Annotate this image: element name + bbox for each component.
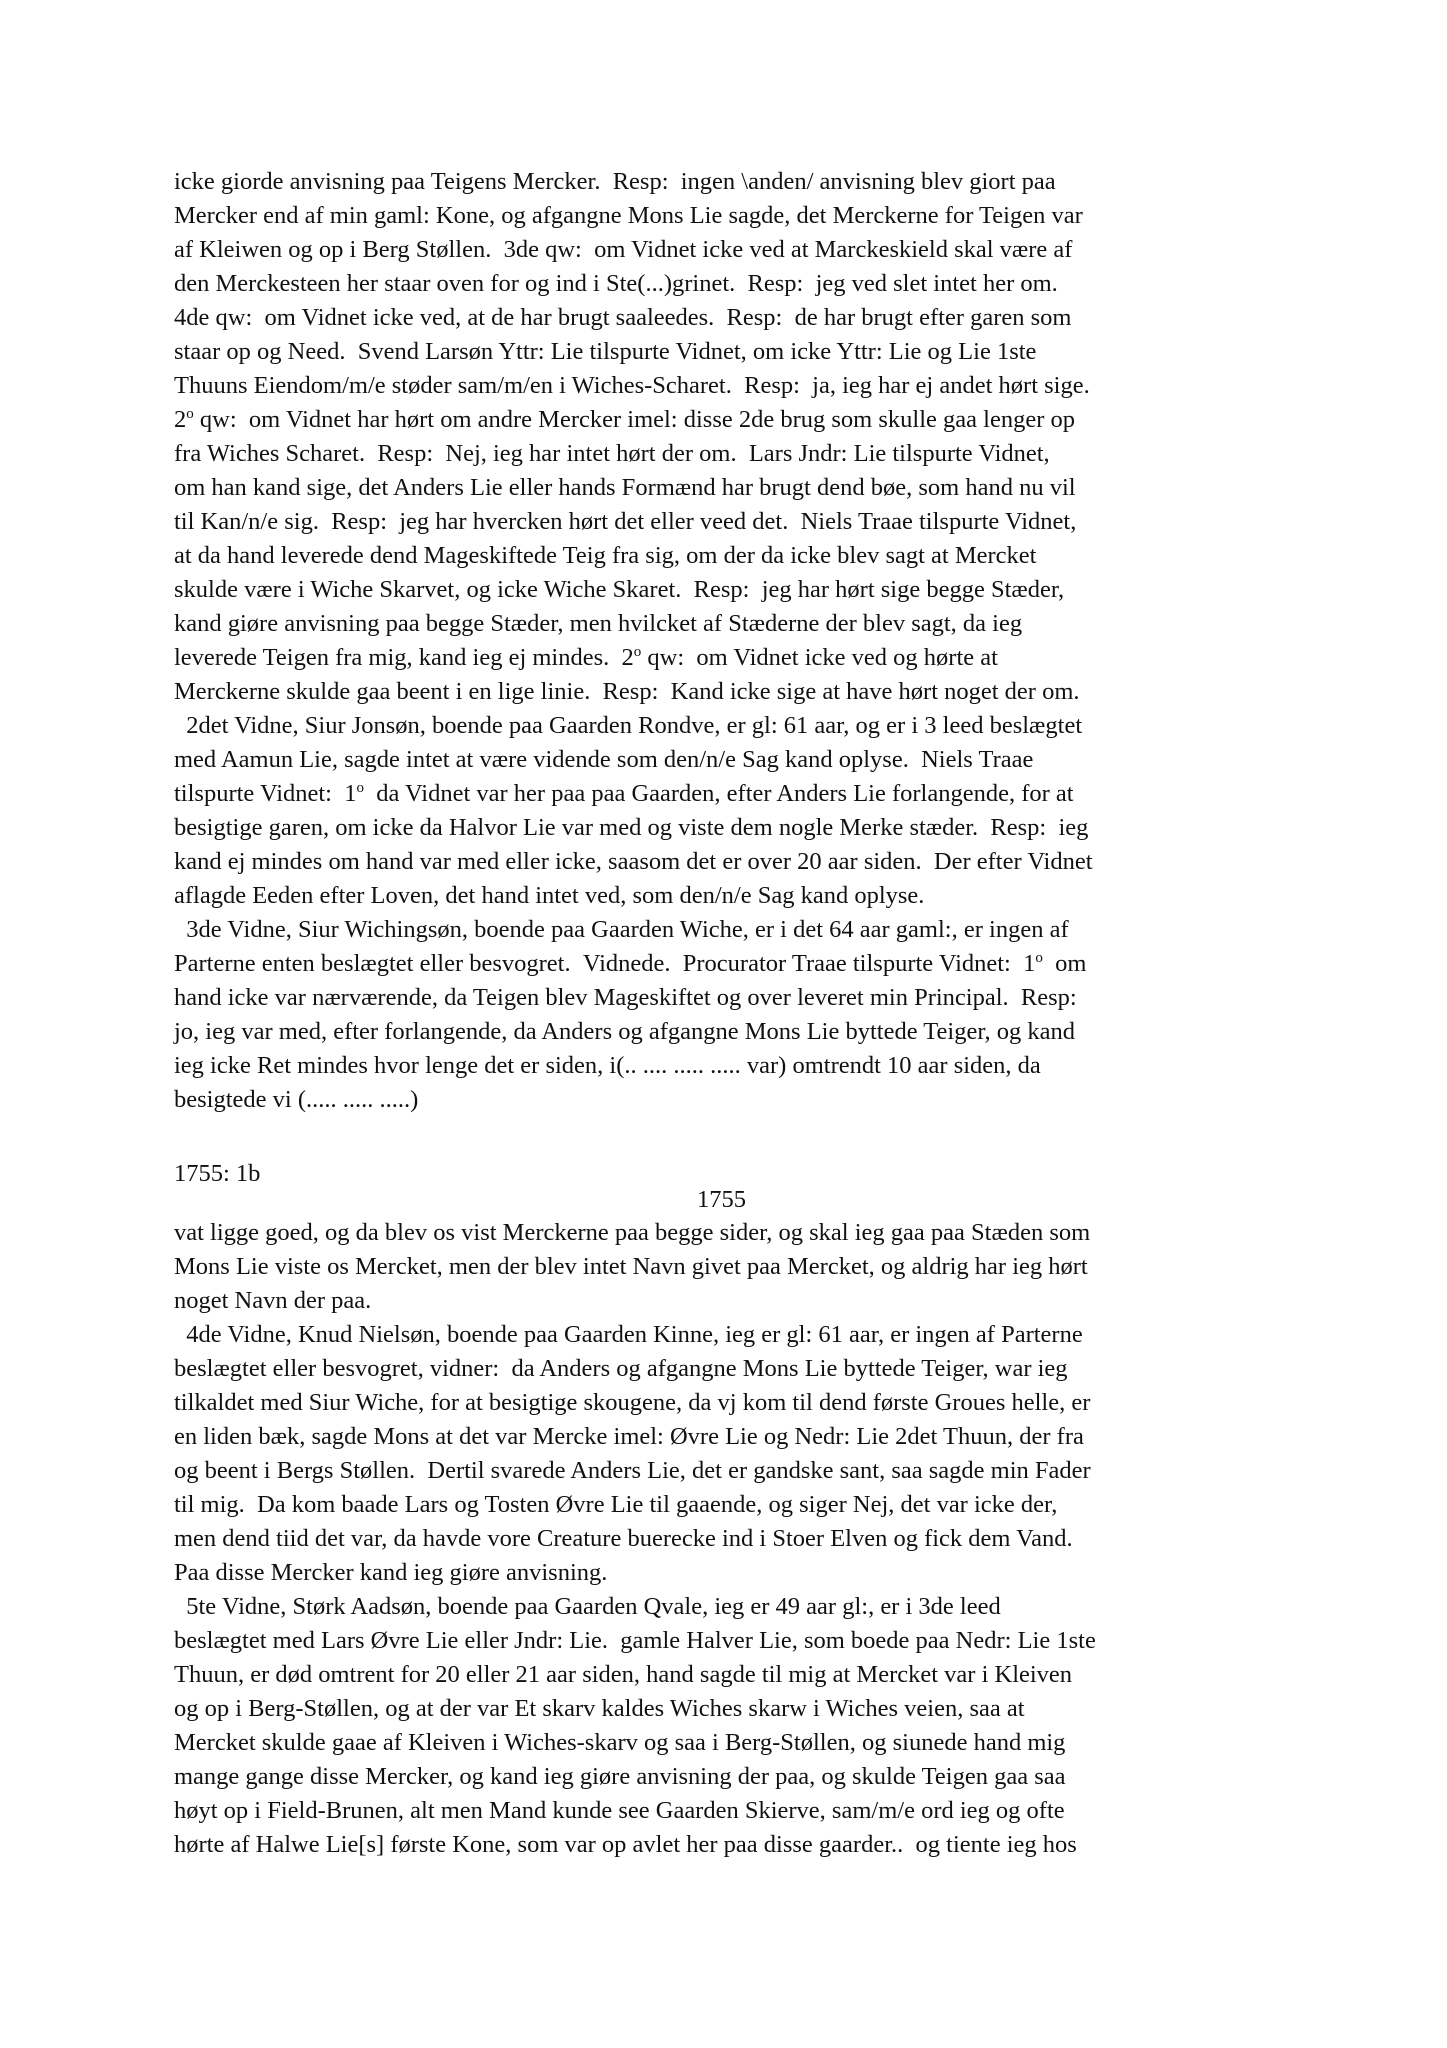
text-line: 2$^o$ qw: om Vidnet har hørt om andre Mercker imel: disse 2de brug som skulle gaa lenger op <box>174 406 1075 433</box>
text-line: Mercket skulde gaae af Kleiven i Wiches-skarv og saa i Berg-Støllen, og siunede hand mig <box>174 1729 1066 1756</box>
text-line: Thuuns Eiendom/m/e støder sam/m/en i Wiches-Scharet. Resp: ja, ieg har ej andet hørt sige. <box>174 372 1090 399</box>
text-line: 4de Vidne, Knud Nielsøn, boende paa Gaarden Kinne, ieg er gl: 61 aar, er ingen af Parterne <box>174 1321 1083 1348</box>
text-line: mange gange disse Mercker, og kand ieg giøre anvisning der paa, og skulde Teigen gaa saa <box>174 1763 1066 1790</box>
text-line: og beent i Bergs Støllen. Dertil svarede Anders Lie, det er gandske sant, saa sagde min Fader <box>174 1457 1091 1484</box>
text-line: Mercker end af min gaml: Kone, og afgangne Mons Lie sagde, det Merckerne for Teigen var <box>174 202 1083 229</box>
text-line: Thuun, er død omtrent for 20 eller 21 aar siden, hand sagde til mig at Mercket var i Kleiven <box>174 1661 1073 1688</box>
text-line: den Merckesteen her staar oven for og ind i Ste(...)grinet. Resp: jeg ved slet intet her om. <box>174 270 1058 297</box>
text-line: og op i Berg-Støllen, og at der var Et skarv kaldes Wiches skarw i Wiches veien, saa at <box>174 1695 1025 1722</box>
text-line: hørte af Halwe Lie[s] første Kone, som var op avlet her paa disse gaarder.. og tiente ieg hos <box>174 1831 1077 1858</box>
text-line: icke giorde anvisning paa Teigens Mercker. Resp: ingen \anden/ anvisning blev giort paa <box>174 168 1056 195</box>
text-line: til Kan/n/e sig. Resp: jeg har hvercken hørt det eller veed det. Niels Traae tilspurte Vidnet, <box>174 508 1077 535</box>
text-line: 2det Vidne, Siur Jonsøn, boende paa Gaarden Rondve, er gl: 61 aar, og er i 3 leed beslægtet <box>174 712 1083 739</box>
text-line: leverede Teigen fra mig, kand ieg ej mindes. 2$^o$ qw: om Vidnet icke ved og hørte at <box>174 644 998 671</box>
text-line: at da hand leverede dend Mageskiftede Teig fra sig, om der da icke blev sagt at Mercket <box>174 542 1037 569</box>
text-line: noget Navn der paa. <box>174 1287 372 1314</box>
text-line: kand giøre anvisning paa begge Stæder, men hvilcket af Stæderne der blev sagt, da ieg <box>174 610 1023 637</box>
text-line: vat ligge goed, og da blev os vist Merckerne paa begge sider, og skal ieg gaa paa Stæden som <box>174 1219 1091 1246</box>
text-line: høyt op i Field-Brunen, alt men Mand kunde see Gaarden Skierve, sam/m/e ord ieg og ofte <box>174 1797 1065 1824</box>
text-line: jo, ieg var med, efter forlangende, da Anders og afgangne Mons Lie byttede Teiger, og kand <box>174 1018 1076 1045</box>
text-line: aflagde Eeden efter Loven, det hand intet ved, som den/n/e Sag kand oplyse. <box>174 882 925 909</box>
text-line: hand icke var nærværende, da Teigen blev Mageskiftet og over leveret min Principal. Resp: <box>174 984 1077 1011</box>
page-header-year <box>0 1183 1447 1217</box>
text-line: af Kleiwen og op i Berg Støllen. 3de qw: om Vidnet icke ved at Marckeskield skal være af <box>174 236 1073 263</box>
text-line: beslægtet eller besvogret, vidner: da Anders og afgangne Mons Lie byttede Teiger, war ieg <box>174 1355 1068 1382</box>
text-line: beslægtet med Lars Øvre Lie eller Jndr: Lie. gamle Halver Lie, som boede paa Nedr: Lie 1ste <box>174 1627 1096 1654</box>
text-line: men dend tiid det var, da havde vore Creature buerecke ind i Stoer Elven og fick dem Vand. <box>174 1525 1073 1552</box>
text-line: tilspurte Vidnet: 1$^o$ da Vidnet var her paa paa Gaarden, efter Anders Lie forlangende, for at <box>174 780 1074 807</box>
text-line: tilkaldet med Siur Wiche, for at besigtige skougene, da vj kom til dend første Groues helle, er <box>174 1389 1091 1416</box>
text-line: Paa disse Mercker kand ieg giøre anvisning. <box>174 1559 608 1586</box>
page-reference-line: 1755: 1b <box>174 1160 261 1187</box>
text-block-new-page <box>174 1216 1304 1862</box>
text-line: besigtige garen, om icke da Halvor Lie var med og viste dem nogle Merke stæder. Resp: ieg <box>174 814 1089 841</box>
text-line: Parterne enten beslægtet eller besvogret. Vidnede. Procurator Traae tilspurte Vidnet: 1$^o$ om <box>174 950 1087 977</box>
text-line: staar op og Need. Svend Larsøn Yttr: Lie tilspurte Vidnet, om icke Yttr: Lie og Lie 1ste <box>174 338 1037 365</box>
text-line: med Aamun Lie, sagde intet at være vidende som den/n/e Sag kand oplyse. Niels Traae <box>174 746 1034 773</box>
text-line: om han kand sige, det Anders Lie eller hands Formænd har brugt dend bøe, som hand nu vil <box>174 474 1076 501</box>
text-line: Mons Lie viste os Mercket, men der blev intet Navn givet paa Mercket, og aldrig har ieg hørt <box>174 1253 1088 1280</box>
text-line: 3de Vidne, Siur Wichingsøn, boende paa Gaarden Wiche, er i det 64 aar gaml:, er ingen af <box>174 916 1069 943</box>
text-line: 4de qw: om Vidnet icke ved, at de har brugt saaleedes. Resp: de har brugt efter garen som <box>174 304 1072 331</box>
text-line: skulde være i Wiche Skarvet, og icke Wiche Skaret. Resp: jeg har hørt sige begge Stæder, <box>174 576 1065 603</box>
text-line: besigtede vi (..... ..... .....) <box>174 1086 419 1113</box>
text-line: fra Wiches Scharet. Resp: Nej, ieg har intet hørt der om. Lars Jndr: Lie tilspurte Vidnet, <box>174 440 1050 467</box>
text-line: til mig. Da kom baade Lars og Tosten Øvre Lie til gaaende, og siger Nej, det var icke der, <box>174 1491 1058 1518</box>
text-line: en liden bæk, sagde Mons at det var Mercke imel: Øvre Lie og Nedr: Lie 2det Thuun, der fra <box>174 1423 1084 1450</box>
text-line: ieg icke Ret mindes hvor lenge det er siden, i(.. .... ..... ..... var) omtrendt 10 aar siden, da <box>174 1052 1041 1079</box>
page-header-text: 1755 <box>697 1186 746 1213</box>
text-block-continuation <box>174 165 1304 1117</box>
text-line: kand ej mindes om hand var med eller icke, saasom det er over 20 aar siden. Der efter Vidnet <box>174 848 1093 875</box>
text-line: Merckerne skulde gaa beent i en lige linie. Resp: Kand icke sige at have hørt noget der om. <box>174 678 1080 705</box>
text-line: 5te Vidne, Størk Aadsøn, boende paa Gaarden Qvale, ieg er 49 aar gl:, er i 3de leed <box>174 1593 1001 1620</box>
